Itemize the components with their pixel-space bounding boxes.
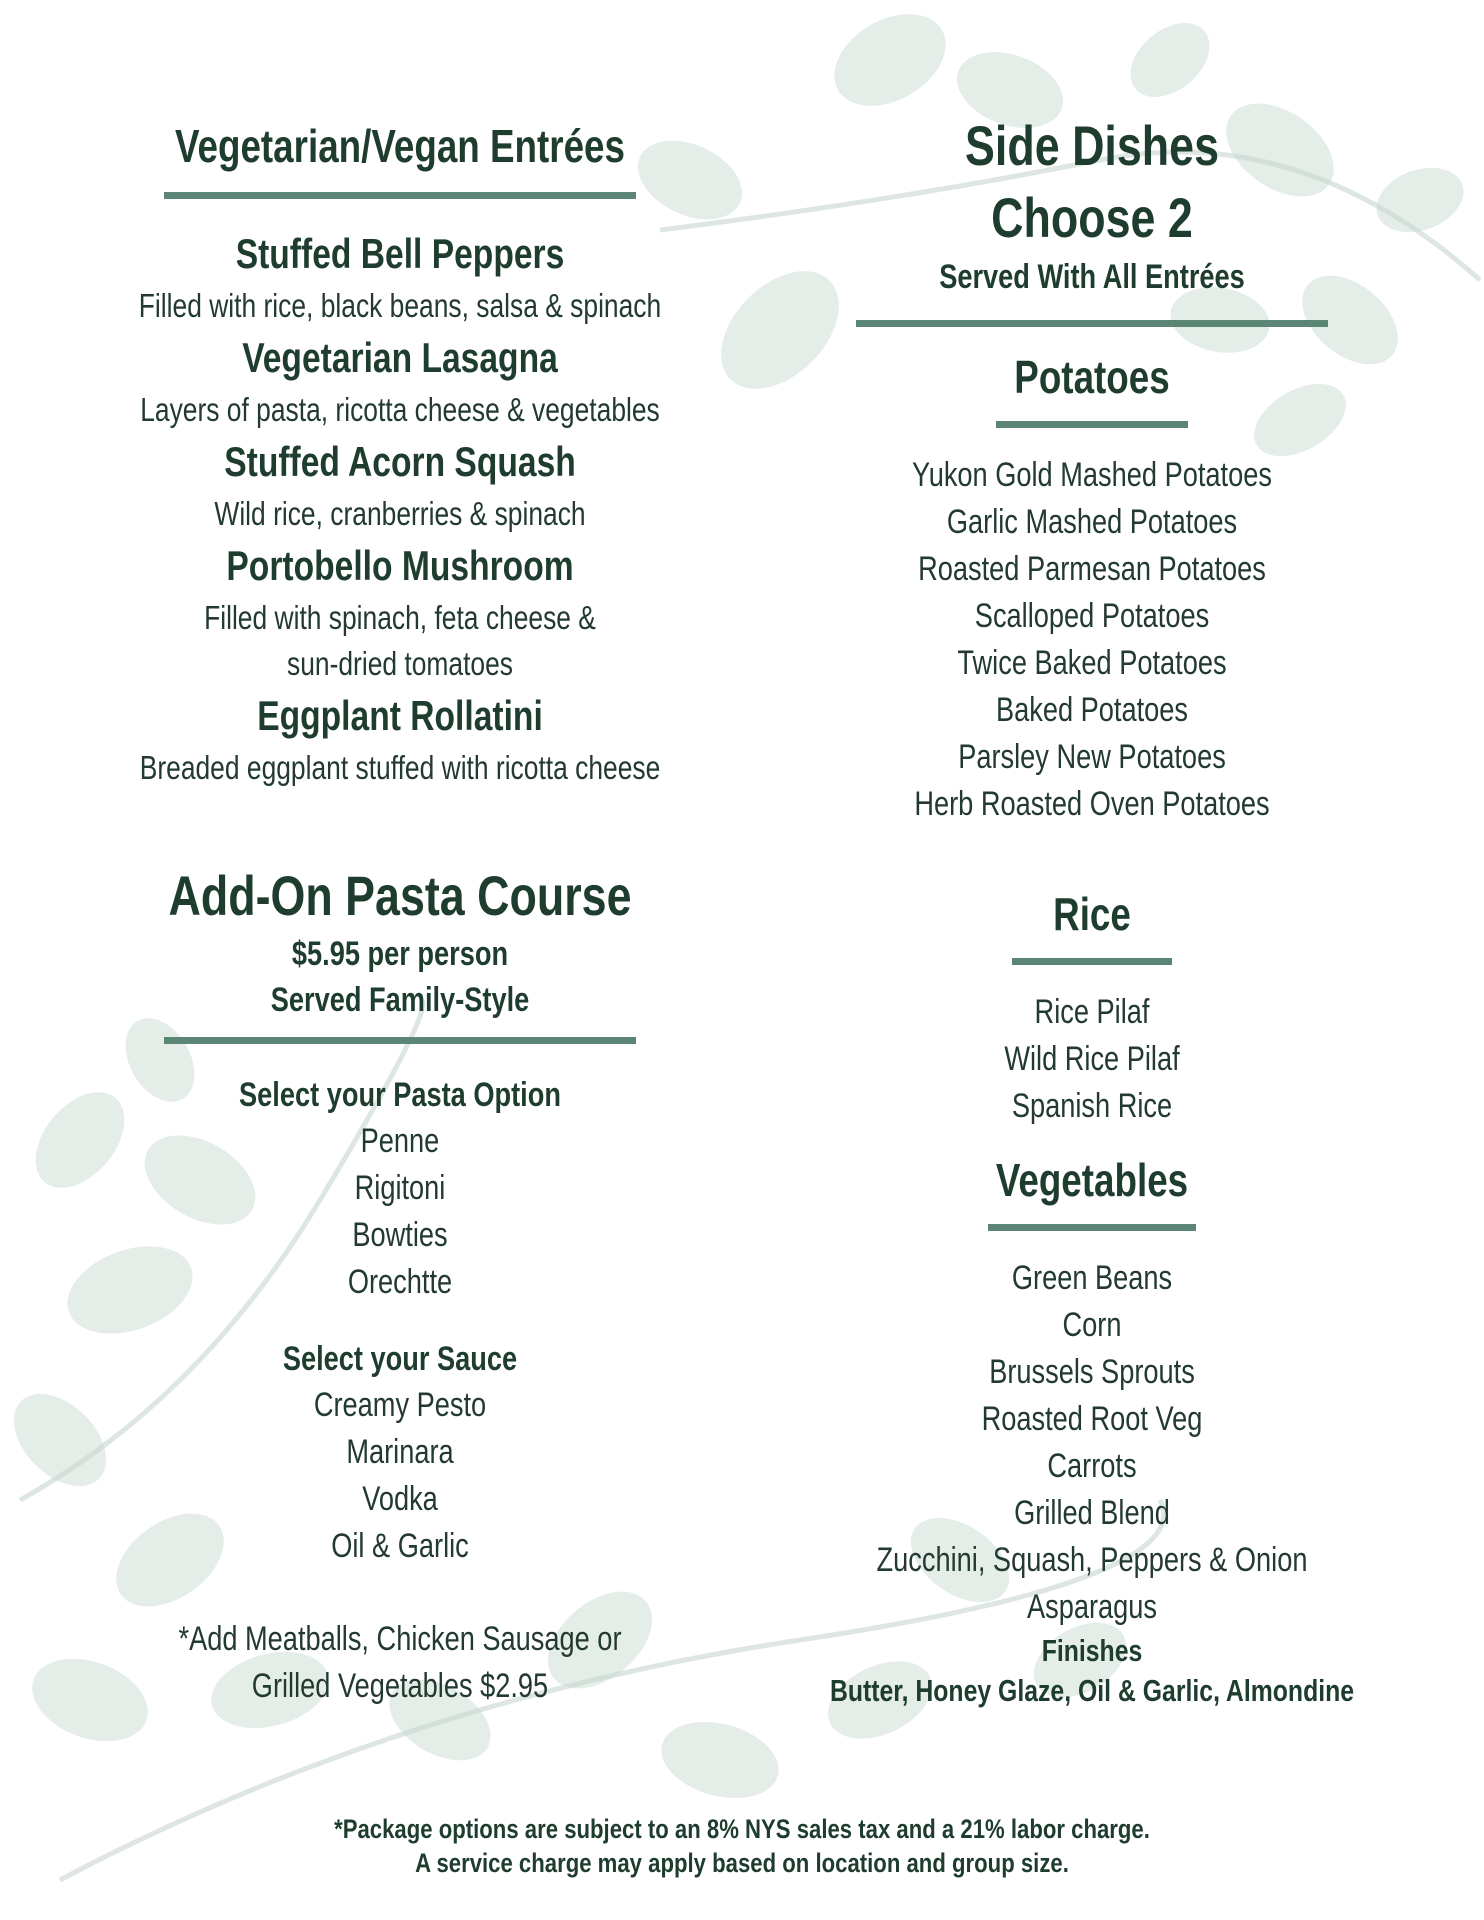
potato-item: Twice Baked Potatoes [957, 644, 1227, 682]
right-column [812, 110, 1372, 1711]
vegetable-item: Corn [1062, 1306, 1122, 1344]
entree-item [120, 687, 680, 791]
pasta-price: $5.95 per person [291, 935, 509, 973]
vegetable-item: Roasted Root Veg [981, 1400, 1203, 1438]
footer-note [134, 1812, 1351, 1880]
pasta-option: Bowties [352, 1216, 448, 1254]
potato-item: Yukon Gold Mashed Potatoes [912, 456, 1272, 494]
pasta-style: Served Family-Style [270, 981, 530, 1019]
left-column [120, 118, 680, 1710]
sauce-option: Marinara [346, 1433, 454, 1471]
vegetable-item: Grilled Blend [1014, 1494, 1170, 1532]
potato-item: Parsley New Potatoes [958, 738, 1226, 776]
entree-name: Stuffed Acorn Squash [224, 438, 576, 485]
potato-item: Herb Roasted Oven Potatoes [914, 785, 1270, 823]
sauce-option: Oil & Garlic [331, 1527, 469, 1565]
entree-desc: Layers of pasta, ricotta cheese & vegetables [140, 391, 660, 428]
rice-item: Rice Pilaf [1034, 993, 1150, 1031]
potato-item: Scalloped Potatoes [974, 597, 1210, 635]
rice-title: Rice [1053, 888, 1131, 940]
sides-title: Side Dishes [965, 114, 1219, 177]
potato-item: Baked Potatoes [995, 691, 1189, 729]
entrees-divider [164, 192, 636, 199]
potatoes-title: Potatoes [1014, 351, 1170, 403]
sides-subtitle: Served With All Entrées [939, 258, 1245, 296]
footer-service-line: A service charge may apply based on location and group size. [415, 1848, 1069, 1878]
vegetable-item: Brussels Sprouts [989, 1353, 1195, 1391]
potato-item: Roasted Parmesan Potatoes [918, 550, 1266, 588]
pasta-option: Rigitoni [354, 1169, 446, 1207]
footer-tax-line: *Package options are subject to an 8% NYS sales tax and a 21% labor charge. [334, 1814, 1150, 1844]
pasta-divider [164, 1037, 636, 1044]
pasta-addon-line: Grilled Vegetables $2.95 [251, 1667, 549, 1705]
sauce-option: Vodka [362, 1480, 438, 1518]
rice-item: Spanish Rice [1011, 1087, 1173, 1125]
entree-desc: Filled with spinach, feta cheese & sun-dried tomatoes [204, 599, 596, 682]
vegetable-item: Asparagus [1026, 1588, 1158, 1626]
entree-name: Vegetarian Lasagna [242, 334, 558, 381]
entree-item [120, 433, 680, 537]
sides-divider [856, 320, 1328, 327]
rice-divider [1012, 958, 1172, 965]
sauce-option: Creamy Pesto [313, 1386, 487, 1424]
vegetables-title: Vegetables [995, 1154, 1189, 1206]
entree-item [120, 329, 680, 433]
pasta-option: Orechtte [347, 1263, 453, 1301]
entree-name: Stuffed Bell Peppers [235, 230, 565, 277]
pasta-option-heading: Select your Pasta Option [239, 1076, 561, 1114]
sides-choose: Choose 2 [991, 186, 1193, 249]
entree-name: Eggplant Rollatini [257, 692, 543, 739]
vegetable-item: Zucchini, Squash, Peppers & Onion [876, 1541, 1308, 1579]
entree-desc: Breaded eggplant stuffed with ricotta cheese [139, 749, 661, 786]
vegetable-item: Green Beans [1011, 1259, 1173, 1297]
rice-item: Wild Rice Pilaf [1004, 1040, 1180, 1078]
entree-desc: Wild rice, cranberries & spinach [214, 495, 586, 532]
entree-name: Portobello Mushroom [226, 542, 574, 589]
potato-item: Garlic Mashed Potatoes [946, 503, 1238, 541]
vegetable-item: Carrots [1047, 1447, 1137, 1485]
finishes-heading: Finishes [1041, 1633, 1143, 1668]
finishes-list: Butter, Honey Glaze, Oil & Garlic, Almondine [829, 1673, 1355, 1708]
potatoes-divider [996, 421, 1188, 428]
pasta-title: Add-On Pasta Course [168, 864, 632, 927]
pasta-option: Penne [360, 1122, 440, 1160]
entree-desc: Filled with rice, black beans, salsa & spinach [138, 287, 662, 324]
vegetables-divider [988, 1224, 1196, 1231]
sauce-heading: Select your Sauce [282, 1340, 518, 1378]
entree-item [120, 537, 680, 687]
pasta-addon-line: *Add Meatballs, Chicken Sausage or [178, 1620, 622, 1658]
entrees-title: Vegetarian/Vegan Entrées [175, 120, 625, 172]
entree-item [120, 225, 680, 329]
